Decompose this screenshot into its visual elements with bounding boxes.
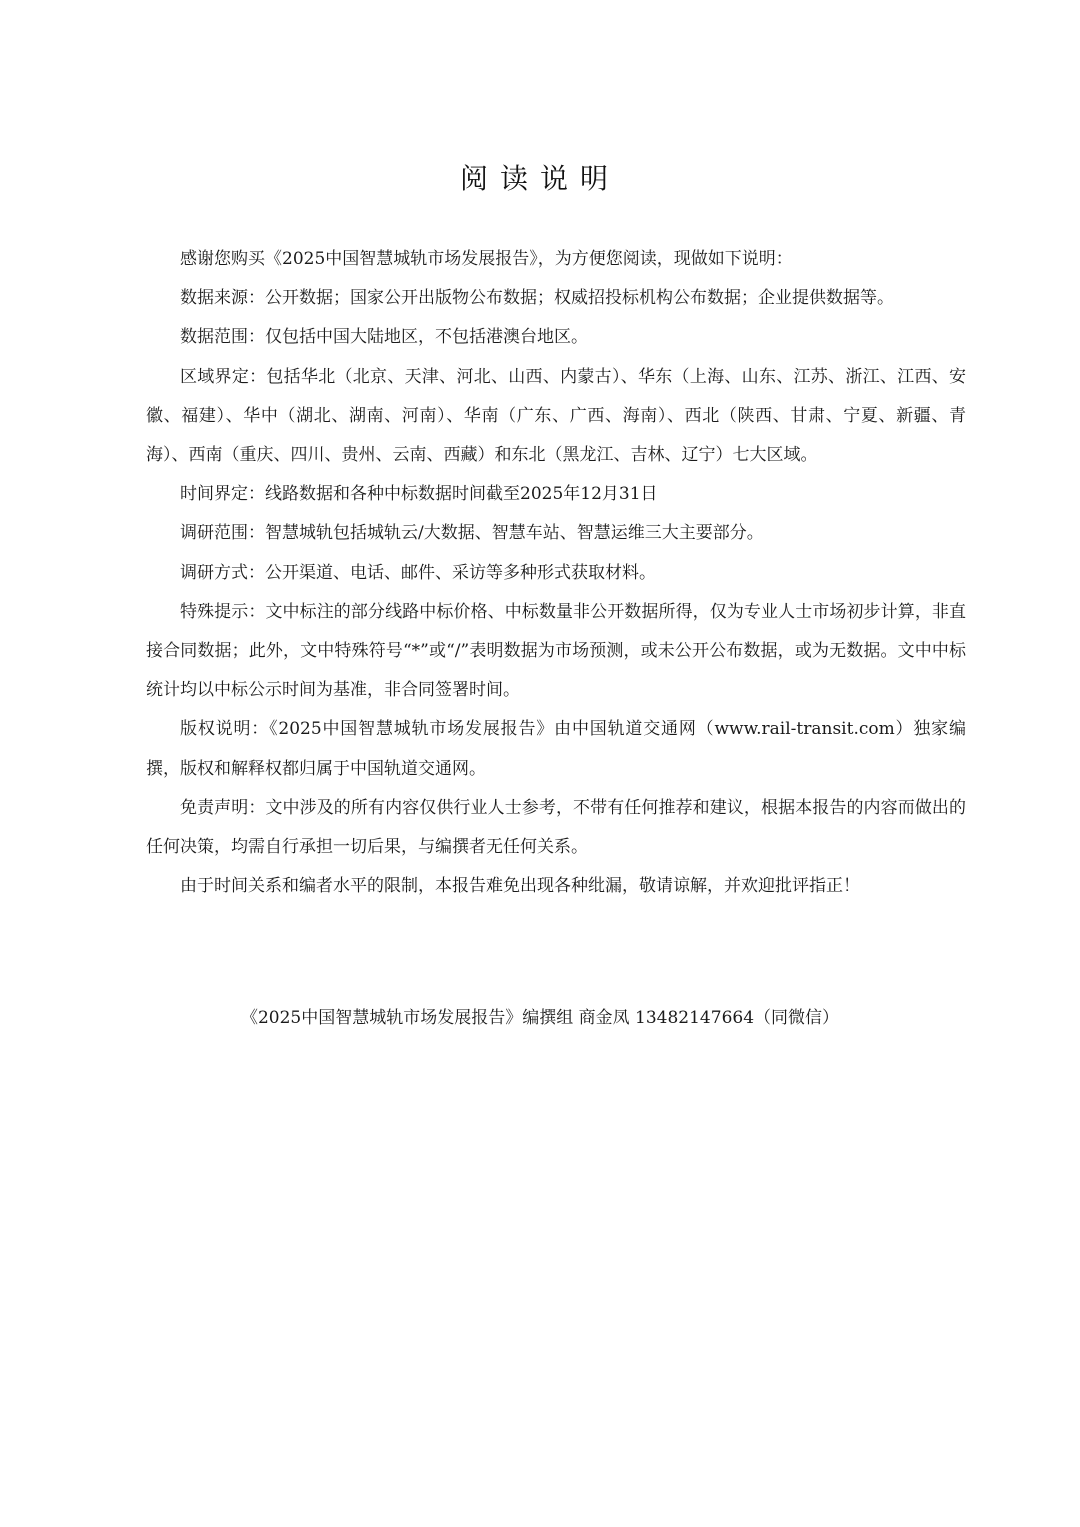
paragraph-copyright: 版权说明：《2025中国智慧城轨市场发展报告》由中国轨道交通网（www.rail-transit.com）独家编撰，版权和解释权都归属于中国轨道交通网。 — [146, 719, 966, 779]
signature-line: 《2025中国智慧城轨市场发展报告》编撰组 商金凤 13482147664（同微信） — [240, 1008, 840, 1028]
paragraph-data-scope: 数据范围：仅包括中国大陆地区，不包括港澳台地区。 — [180, 327, 588, 348]
paragraph-data-source: 数据来源：公开数据；国家公开出版物公布数据；权威招投标机构公布数据；企业提供数据等。 — [180, 288, 894, 309]
page-title: 阅读说明 — [459, 162, 620, 195]
paragraph-region-definition: 区域界定：包括华北（北京、天津、河北、山西、内蒙古）、华东（上海、山东、江苏、浙江、江西、安徽、福建）、华中（湖北、湖南、河南）、华南（广东、广西、海南）、西北（陕西、甘肃、宁夏、新疆、青海）、西南（重庆、四川、贵州、云南、西藏）和东北（黑龙江、吉林、辽宁）七大区域。 — [146, 366, 966, 466]
paragraph-intro: 感谢您购买《2025中国智慧城轨市场发展报告》，为方便您阅读，现做如下说明： — [180, 249, 793, 269]
paragraph-disclaimer: 免责声明：文中涉及的所有内容仅供行业人士参考，不带有任何推荐和建议，根据本报告的内容而做出的任何决策，均需自行承担一切后果，与编撰者无任何关系。 — [146, 797, 966, 858]
paragraph-apology: 由于时间关系和编者水平的限制，本报告难免出现各种纰漏，敬请谅解，并欢迎批评指正！ — [180, 876, 860, 897]
paragraph-research-scope: 调研范围：智慧城轨包括城轨云/大数据、智慧车站、智慧运维三大主要部分。 — [180, 523, 764, 544]
paragraph-research-method: 调研方式：公开渠道、电话、邮件、采访等多种形式获取材料。 — [180, 562, 656, 583]
paragraph-special-note: 特殊提示：文中标注的部分线路中标价格、中标数量非公开数据所得，仅为专业人士市场初步计算，非直接合同数据；此外，文中特殊符号“*”或“/”表明数据为市场预测，或未公开公布数据，或为无数据。文中中标统计均以中标公示时间为基准，非合同签署时间。 — [146, 601, 966, 701]
document-body — [146, 240, 966, 906]
paragraph-time-definition: 时间界定：线路数据和各种中标数据时间截至2025年12月31日 — [180, 484, 658, 505]
